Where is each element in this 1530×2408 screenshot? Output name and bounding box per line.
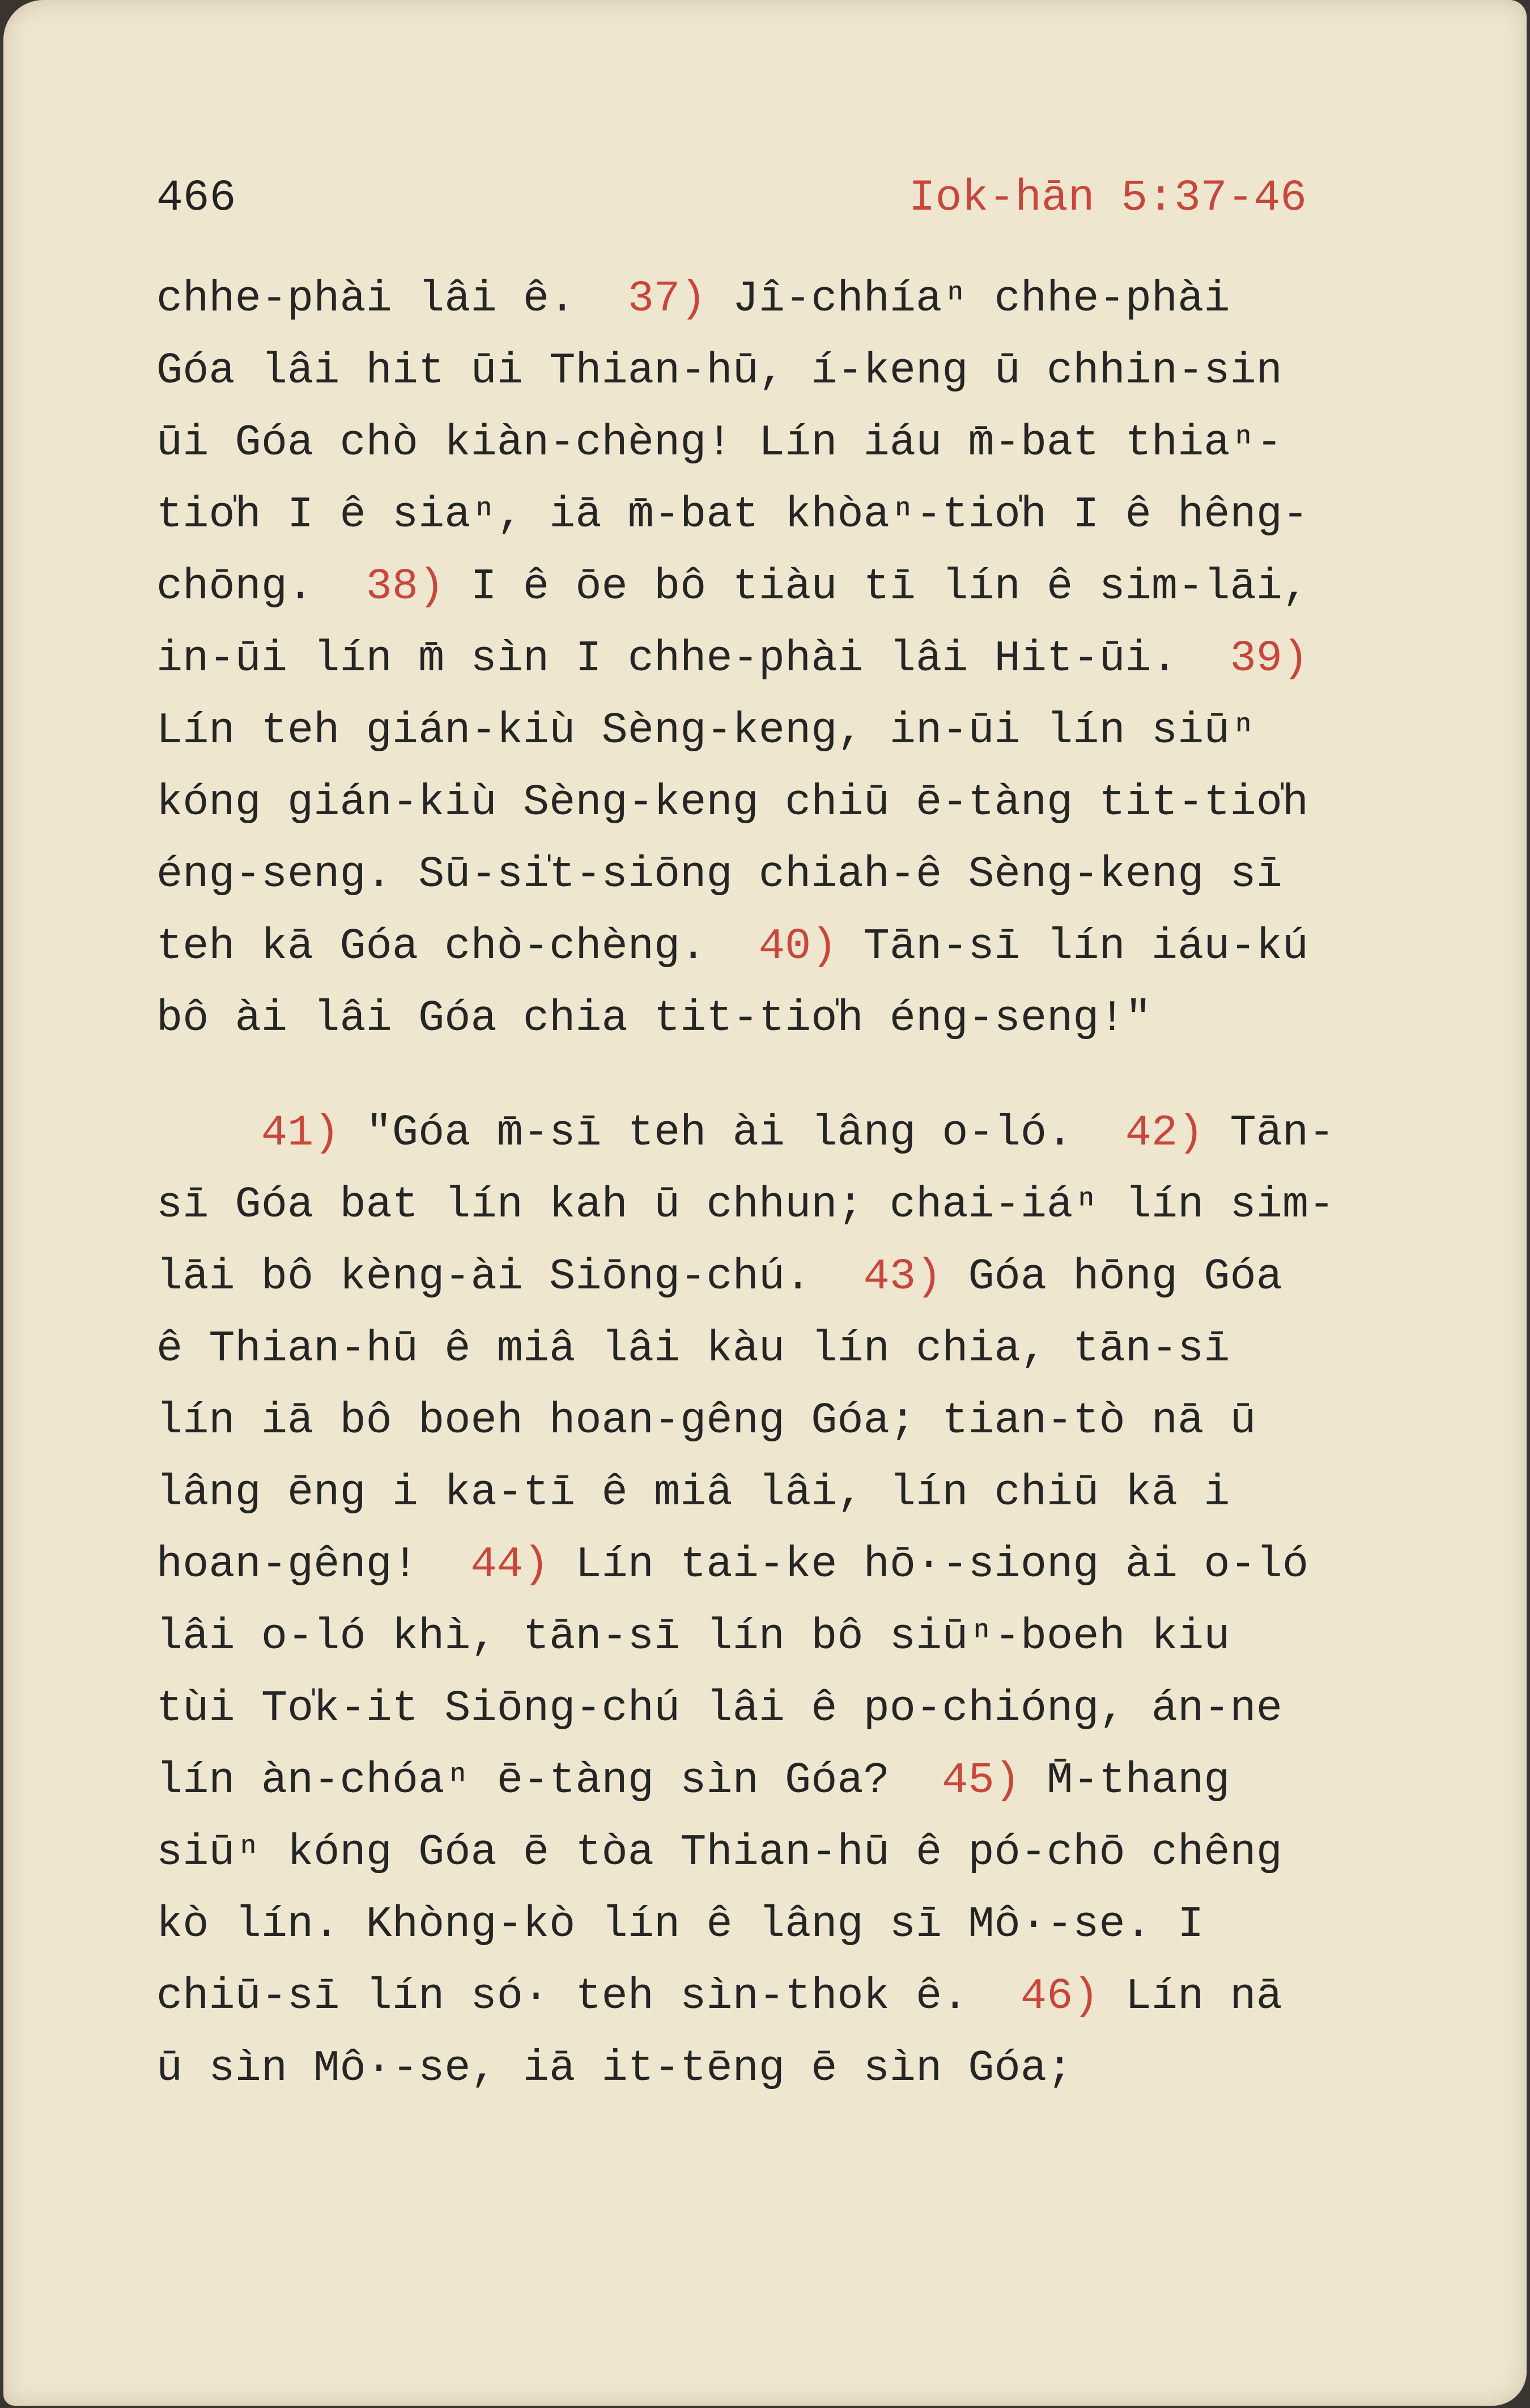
line-text: bô ài lâi Góa chia tit-tio̍h éng-seng!" — [156, 994, 1151, 1044]
scripture-text — [156, 263, 1414, 2105]
line-text: teh kā Góa chò-chèng. — [156, 922, 759, 972]
verse-number: 46) — [1020, 1972, 1099, 2022]
line-text: Lín nā — [1099, 1972, 1282, 2022]
text-line — [156, 623, 1414, 695]
line-text: chiū-sī lín só· teh sìn-thok ê. — [156, 1972, 1021, 2022]
line-text: Tān-sī lín iáu-kú — [837, 922, 1309, 972]
line-text: éng-seng. Sū-si̍t-siōng chiah-ê Sèng-keng sī — [156, 850, 1282, 900]
line-text: ūi Góa chò kiàn-chèng! Lín iáu m̄-bat thiaⁿ- — [156, 419, 1282, 468]
text-line — [156, 263, 1414, 335]
text-line — [156, 335, 1414, 407]
text-line — [156, 479, 1414, 551]
text-line — [156, 1745, 1414, 1817]
text-line — [156, 839, 1414, 911]
line-text: Tān- — [1204, 1109, 1335, 1158]
line-text: M̄-thang — [1020, 1756, 1230, 1806]
text-line — [156, 1601, 1414, 1673]
line-text: in-ūi lín m̄ sìn I chhe-phài lâi Hit-ūi. — [156, 635, 1230, 684]
line-text: siūⁿ kóng Góa ē tòa Thian-hū ê pó-chō chêng — [156, 1828, 1282, 1878]
line-text: I ê ōe bô tiàu tī lín ê sim-lāi, — [444, 563, 1309, 612]
paragraph-gap — [156, 1055, 1414, 1097]
line-text: Góa lâi hit ūi Thian-hū, í-keng ū chhin-sin — [156, 347, 1282, 396]
line-text: lâng ēng i ka-tī ê miâ lâi, lín chiū kā i — [156, 1469, 1230, 1518]
line-text: Lín tai-ke hō·-siong ài o-ló — [549, 1541, 1309, 1590]
text-line — [156, 1169, 1414, 1241]
verse-number: 45) — [942, 1756, 1021, 1806]
line-text: Lín teh gián-kiù Sèng-keng, in-ūi lín siūⁿ — [156, 707, 1256, 756]
line-text: lín iā bô boeh hoan-gêng Góa; tian-tò nā ū — [156, 1397, 1256, 1446]
line-text — [156, 1109, 261, 1158]
line-text: kóng gián-kiù Sèng-keng chiū ē-tàng tit-tio̍h — [156, 778, 1309, 828]
page-header — [156, 173, 1307, 224]
verse-number: 40) — [758, 922, 838, 972]
line-text: tio̍h I ê siaⁿ, iā m̄-bat khòaⁿ-tio̍h I ê hêng- — [156, 491, 1309, 540]
line-text: sī Góa bat lín kah ū chhun; chai-iáⁿ lín sim- — [156, 1181, 1335, 1230]
page-number: 466 — [156, 173, 236, 223]
verse-number: 39) — [1230, 635, 1309, 684]
text-line — [156, 767, 1414, 839]
text-line — [156, 2033, 1414, 2105]
line-text: chhe-phài lâi ê. — [156, 275, 628, 324]
line-text: tùi To̍k-it Siōng-chú lâi ê po-chióng, án-ne — [156, 1684, 1282, 1734]
text-line — [156, 1097, 1414, 1169]
verse-number: 43) — [863, 1253, 942, 1302]
line-text: lín àn-chóaⁿ ē-tàng sìn Góa? — [156, 1756, 942, 1806]
text-line — [156, 695, 1414, 767]
verse-number: 38) — [366, 563, 445, 612]
verse-number: 44) — [470, 1541, 550, 1590]
text-line — [156, 551, 1414, 623]
line-text: ū sìn Mô·-se, iā it-tēng ē sìn Góa; — [156, 2044, 1073, 2094]
text-line — [156, 1529, 1414, 1601]
text-line — [156, 1313, 1414, 1385]
line-text: kò lín. Khòng-kò lín ê lâng sī Mô·-se. I — [156, 1900, 1204, 1950]
line-text: ê Thian-hū ê miâ lâi kàu lín chia, tān-sī — [156, 1325, 1230, 1374]
book-page — [3, 0, 1527, 2406]
verse-number: 42) — [1125, 1109, 1204, 1158]
line-text: chōng. — [156, 563, 366, 612]
text-line — [156, 1457, 1414, 1529]
text-line — [156, 983, 1414, 1055]
text-line — [156, 1385, 1414, 1457]
text-line — [156, 1673, 1414, 1745]
verse-number: 41) — [261, 1109, 340, 1158]
line-text: Jî-chhíaⁿ chhe-phài — [706, 275, 1230, 324]
line-text: "Góa m̄-sī teh ài lâng o-ló. — [339, 1109, 1125, 1158]
line-text: Góa hōng Góa — [942, 1253, 1282, 1302]
text-line — [156, 1889, 1414, 1961]
verse-number: 37) — [627, 275, 707, 324]
line-text: hoan-gêng! — [156, 1541, 471, 1590]
text-line — [156, 407, 1414, 479]
running-head: Iok-hān 5:37-46 — [908, 173, 1307, 223]
line-text: lāi bô kèng-ài Siōng-chú. — [156, 1253, 864, 1302]
text-line — [156, 911, 1414, 983]
text-line — [156, 1241, 1414, 1313]
line-text: lâi o-ló khì, tān-sī lín bô siūⁿ-boeh kiu — [156, 1613, 1230, 1662]
text-line — [156, 1817, 1414, 1889]
text-line — [156, 1961, 1414, 2033]
